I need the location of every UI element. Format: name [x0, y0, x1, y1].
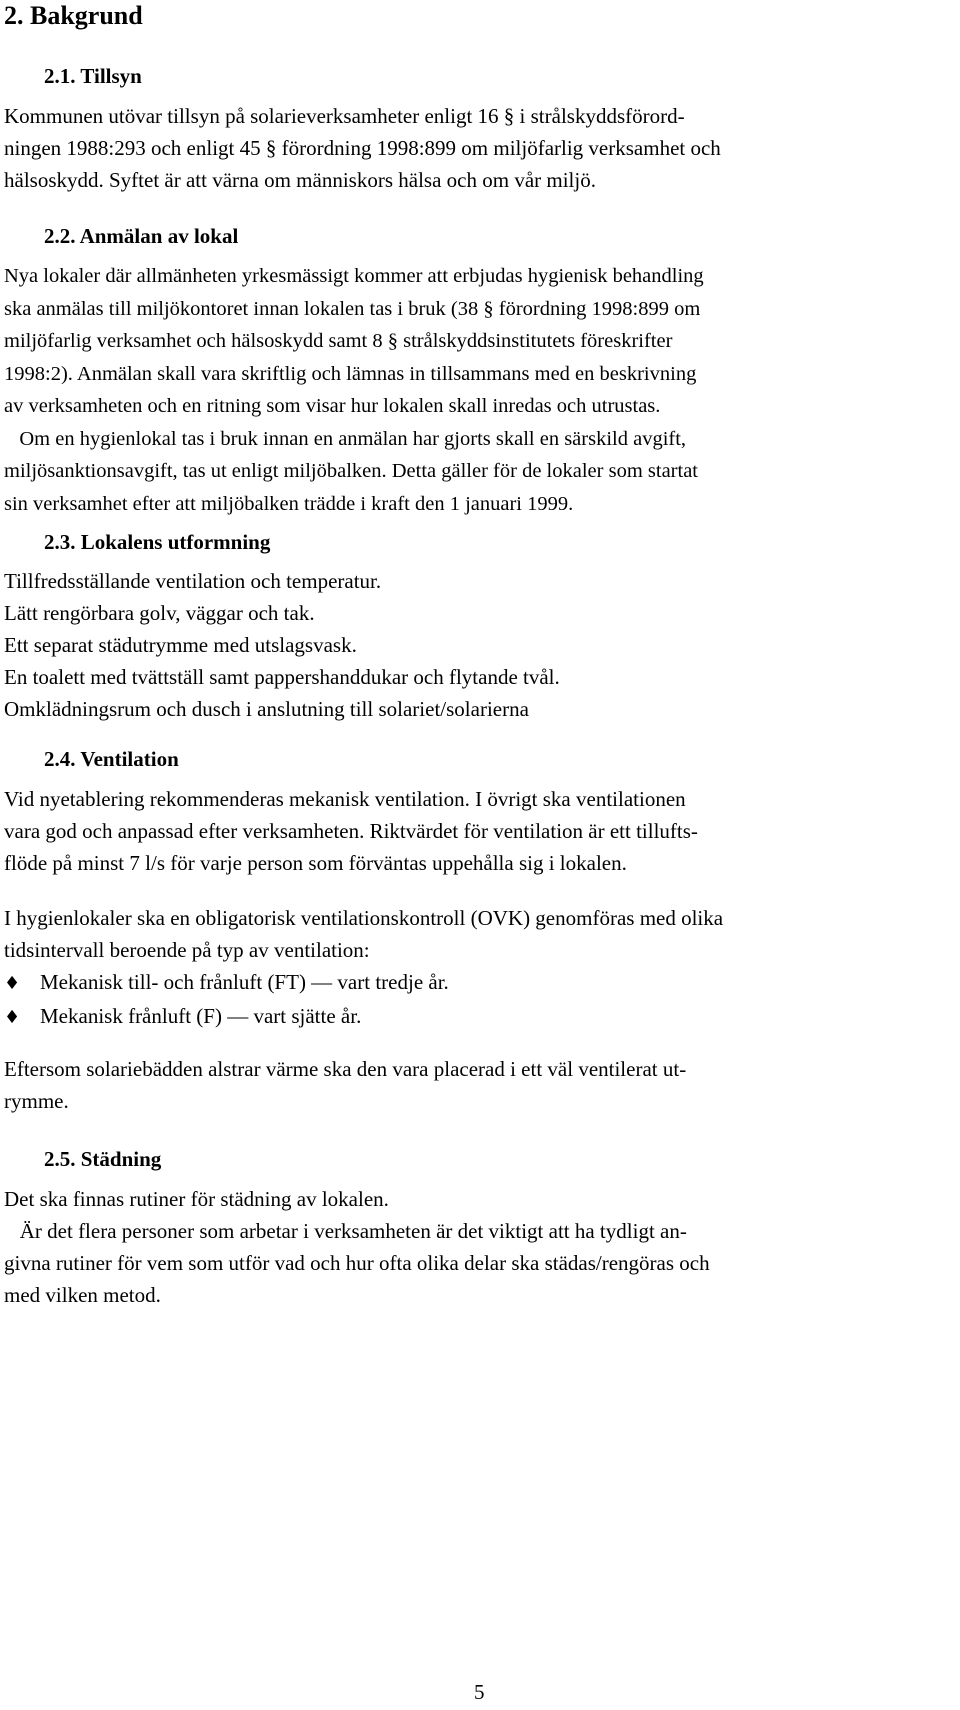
list-item: Tillfredsställande ventilation och temperatur. — [4, 569, 382, 593]
text-line: miljöfarlig verksamhet och hälsoskydd samt 8 § strålskyddsinstitutets föreskrifter — [4, 330, 673, 352]
text-line: flöde på minst 7 l/s för varje person som förväntas uppehålla sig i lokalen. — [4, 851, 627, 875]
text-line: tidsintervall beroende på typ av ventilation: — [4, 938, 370, 962]
section-body-utformning — [4, 565, 949, 725]
list-item: Lätt rengörbara golv, väggar och tak. — [4, 601, 315, 625]
text-line: Nya lokaler där allmänheten yrkesmässigt kommer att erbjudas hygienisk behandling — [4, 265, 704, 287]
text-line: 1998:2). Anmälan skall vara skriftlig och lämnas in tillsammans med en beskrivning — [4, 362, 697, 385]
section-heading-tillsyn: 2.1. Tillsyn — [44, 64, 142, 88]
section-heading-stadning: 2.5. Städning — [44, 1147, 162, 1171]
text-line: Kommunen utövar tillsyn på solarieverksamheter enligt 16 § i strålskyddsförord- — [4, 104, 685, 128]
bullet-item — [4, 1000, 949, 1034]
text-line: Eftersom solariebädden alstrar värme ska den vara placerad i ett väl ventilerat ut- — [4, 1057, 687, 1081]
text-line: Om en hygienlokal tas i bruk innan en anmälan har gjorts skall en särskild avgift, — [4, 427, 687, 450]
section-body-anmalan — [4, 260, 949, 520]
text-line: vara god och anpassad efter verksamheten. Riktvärdet för ventilation är ett tillufts- — [4, 819, 698, 843]
section-heading-ventilation: 2.4. Ventilation — [44, 747, 179, 771]
text-line: givna rutiner för vem som utför vad och hur ofta olika delar ska städas/rengöras och — [4, 1251, 710, 1275]
text-line: miljösanktionsavgift, tas ut enligt miljöbalken. Detta gäller för de lokaler som startat — [4, 460, 698, 482]
text-line: ningen 1988:293 och enligt 45 § förordning 1998:899 om miljöfarlig verksamhet och — [4, 136, 721, 160]
section-body-ventilation-intro — [4, 783, 949, 879]
list-item: Ett separat städutrymme med utslagsvask. — [4, 633, 357, 657]
section-heading-anmalan: 2.2. Anmälan av lokal — [44, 224, 239, 248]
text-line: hälsoskydd. Syftet är att värna om människors hälsa och om vår miljö. — [4, 168, 596, 192]
chapter-heading: 2. Bakgrund — [4, 1, 143, 30]
text-line: Det ska finnas rutiner för städning av lokalen. — [4, 1187, 389, 1211]
text-line: I hygienlokaler ska en obligatorisk ventilationskontroll (OVK) genomföras med olika — [4, 906, 724, 930]
section-body-tillsyn — [4, 100, 949, 196]
text-line: med vilken metod. — [4, 1283, 161, 1307]
text-line: Vid nyetablering rekommenderas mekanisk ventilation. I övrigt ska ventilationen — [4, 787, 686, 811]
text-line: ska anmälas till miljökontoret innan lokalen tas i bruk (38 § förordning 1998:899 om — [4, 297, 701, 320]
section-body-stadning — [4, 1183, 949, 1311]
list-item: En toalett med tvättställ samt pappershanddukar och flytande tvål. — [4, 665, 560, 689]
bullet-text: Mekanisk till- och frånluft (FT) — vart tredje år. — [40, 970, 449, 994]
bullet-text: Mekanisk frånluft (F) — vart sjätte år. — [40, 1004, 362, 1028]
section-heading-utformning: 2.3. Lokalens utformning — [44, 530, 271, 554]
section-body-ventilation-placement — [4, 1053, 949, 1117]
list-item: Omklädningsrum och dusch i anslutning till solariet/solarierna — [4, 697, 529, 721]
page-number: 5 — [474, 1680, 485, 1704]
diamond-bullet-icon: ♦ — [4, 1007, 21, 1028]
text-line: sin verksamhet efter att miljöbalken trädde i kraft den 1 januari 1999. — [4, 492, 574, 515]
text-line: rymme. — [4, 1089, 69, 1113]
diamond-bullet-icon: ♦ — [4, 973, 21, 994]
bullet-item — [4, 966, 949, 1000]
text-line: av verksamheten och en ritning som visar hur lokalen skall inredas och utrustas. — [4, 395, 661, 417]
section-body-ventilation-ovk — [4, 902, 949, 1034]
text-line: Är det flera personer som arbetar i verksamheten är det viktigt att ha tydligt an- — [4, 1219, 687, 1243]
